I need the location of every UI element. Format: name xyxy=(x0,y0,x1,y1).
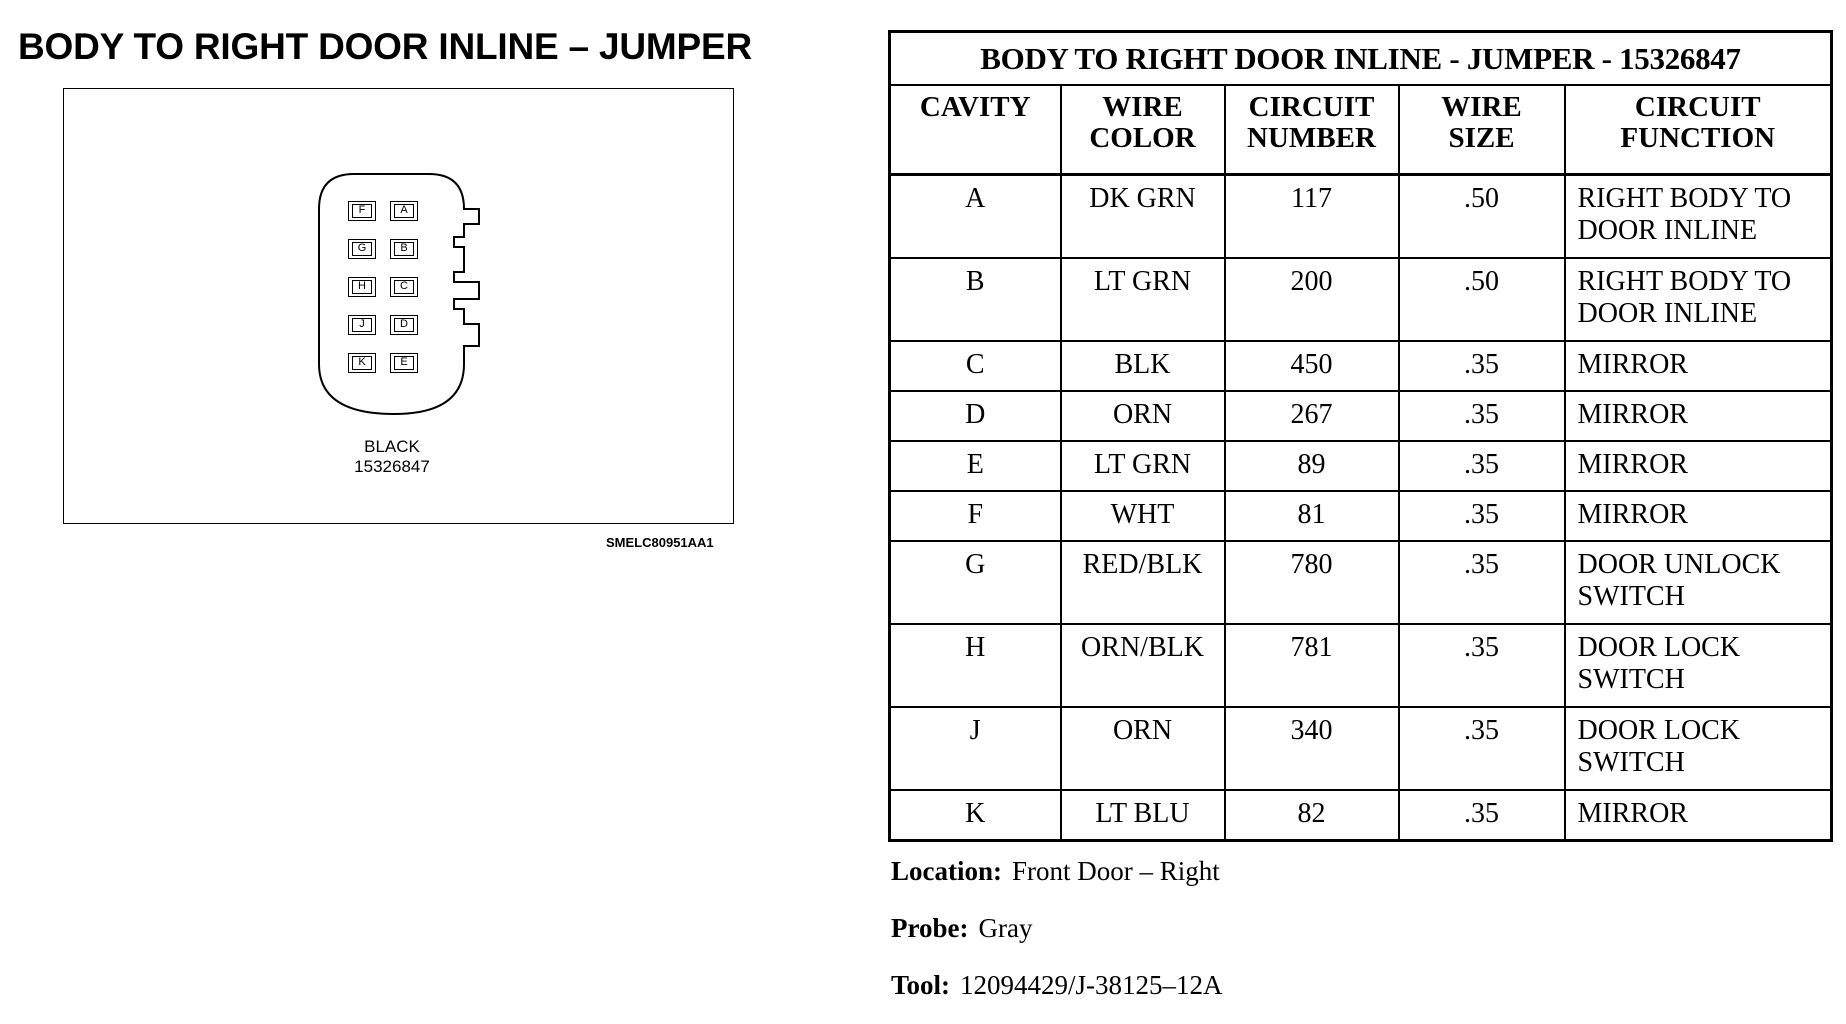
connector-pin xyxy=(348,239,376,259)
connector-pin xyxy=(348,315,376,335)
cell-circuit-function: RIGHT BODY TO DOOR INLINE xyxy=(1565,175,1832,259)
connector-diagram xyxy=(63,88,734,524)
cell-wire-color: ORN/BLK xyxy=(1061,624,1225,707)
table-body xyxy=(890,175,1832,841)
cell-wire-color: WHT xyxy=(1061,491,1225,541)
header-wire-size xyxy=(1399,85,1565,175)
cell-circuit-number: 267 xyxy=(1225,391,1399,441)
cell-cavity: E xyxy=(890,441,1061,491)
cell-wire-size: .35 xyxy=(1399,790,1565,841)
connector-pin xyxy=(390,353,418,373)
cell-cavity: G xyxy=(890,541,1061,624)
diagram-title: BODY TO RIGHT DOOR INLINE – JUMPER xyxy=(18,26,752,67)
cell-circuit-function: RIGHT BODY TO DOOR INLINE xyxy=(1565,258,1832,341)
cell-circuit-number: 117 xyxy=(1225,175,1399,259)
cell-circuit-number: 781 xyxy=(1225,624,1399,707)
connector-part-number: 15326847 xyxy=(354,457,430,476)
cell-cavity: H xyxy=(890,624,1061,707)
cell-cavity: D xyxy=(890,391,1061,441)
cell-wire-size: .35 xyxy=(1399,341,1565,391)
cell-wire-color: ORN xyxy=(1061,707,1225,790)
cell-wire-color: LT GRN xyxy=(1061,441,1225,491)
table-row xyxy=(890,707,1832,790)
table-row xyxy=(890,175,1832,259)
cell-circuit-number: 82 xyxy=(1225,790,1399,841)
cell-circuit-number: 450 xyxy=(1225,341,1399,391)
connector-pin xyxy=(390,277,418,297)
cell-wire-size: .35 xyxy=(1399,441,1565,491)
connector-pin-label: C xyxy=(400,280,408,292)
table-row xyxy=(890,491,1832,541)
connector-pin xyxy=(348,201,376,221)
connector-pin xyxy=(348,277,376,297)
connector-pin-label: F xyxy=(358,204,366,216)
pinout-table-container xyxy=(888,30,1830,842)
cell-circuit-function: DOOR LOCK SWITCH xyxy=(1565,624,1832,707)
table-row xyxy=(890,341,1832,391)
cell-wire-color: LT BLU xyxy=(1061,790,1225,841)
header-wire-color xyxy=(1061,85,1225,175)
cell-circuit-function: MIRROR xyxy=(1565,391,1832,441)
cell-circuit-number: 780 xyxy=(1225,541,1399,624)
cell-wire-size: .50 xyxy=(1399,175,1565,259)
cell-wire-color: LT GRN xyxy=(1061,258,1225,341)
connector-pin xyxy=(390,239,418,259)
connector-pin-label: K xyxy=(358,356,366,368)
probe-value: Gray xyxy=(978,913,1033,943)
cell-wire-color: ORN xyxy=(1061,391,1225,441)
connector-color-label: BLACK xyxy=(364,437,420,456)
cell-cavity: B xyxy=(890,258,1061,341)
cell-wire-size: .35 xyxy=(1399,624,1565,707)
tool-line xyxy=(891,970,1223,1001)
cell-circuit-function: MIRROR xyxy=(1565,441,1832,491)
header-wire-color-text: WIRE COLOR xyxy=(1089,91,1196,154)
connector-pin xyxy=(348,353,376,373)
cell-circuit-number: 89 xyxy=(1225,441,1399,491)
header-circuit-number xyxy=(1225,85,1399,175)
cell-circuit-number: 340 xyxy=(1225,707,1399,790)
table-row xyxy=(890,258,1832,341)
diagram-reference-code: SMELC80951AA1 xyxy=(606,535,714,550)
cell-wire-color: DK GRN xyxy=(1061,175,1225,259)
cell-circuit-function: MIRROR xyxy=(1565,491,1832,541)
cell-wire-size: .50 xyxy=(1399,258,1565,341)
cell-cavity: C xyxy=(890,341,1061,391)
probe-label: Probe: xyxy=(891,913,969,943)
header-cavity: CAVITY xyxy=(890,85,1061,175)
header-wire-size-text: WIRE SIZE xyxy=(1441,91,1522,154)
connector-pin-label: H xyxy=(358,280,366,292)
location-label: Location: xyxy=(891,856,1002,886)
cell-wire-size: .35 xyxy=(1399,541,1565,624)
cell-cavity: J xyxy=(890,707,1061,790)
cell-circuit-function: MIRROR xyxy=(1565,790,1832,841)
cell-wire-size: .35 xyxy=(1399,491,1565,541)
location-value: Front Door – Right xyxy=(1012,856,1220,886)
table-row xyxy=(890,541,1832,624)
header-circuit-function-text: CIRCUIT FUNCTION xyxy=(1620,91,1776,154)
pinout-table xyxy=(888,30,1833,842)
cell-circuit-function: DOOR LOCK SWITCH xyxy=(1565,707,1832,790)
connector-pin-label: D xyxy=(400,318,408,330)
header-circuit-function xyxy=(1565,85,1832,175)
cell-circuit-number: 81 xyxy=(1225,491,1399,541)
cell-circuit-number: 200 xyxy=(1225,258,1399,341)
connector-pin-label: A xyxy=(400,204,408,216)
location-line xyxy=(891,856,1220,887)
header-circuit-number-text: CIRCUIT NUMBER xyxy=(1247,91,1376,154)
cell-circuit-function: MIRROR xyxy=(1565,341,1832,391)
cell-wire-color: RED/BLK xyxy=(1061,541,1225,624)
cell-wire-size: .35 xyxy=(1399,391,1565,441)
tool-label: Tool: xyxy=(891,970,951,1000)
cell-wire-color: BLK xyxy=(1061,341,1225,391)
cell-cavity: K xyxy=(890,790,1061,841)
cell-wire-size: .35 xyxy=(1399,707,1565,790)
connector-pin-label: J xyxy=(359,318,365,330)
connector-pin-label: G xyxy=(357,242,367,254)
table-title: BODY TO RIGHT DOOR INLINE - JUMPER - 15326847 xyxy=(890,32,1832,86)
connector-pin xyxy=(390,201,418,221)
probe-line xyxy=(891,913,1032,944)
connector-pin-label: E xyxy=(400,356,408,368)
cell-circuit-function: DOOR UNLOCK SWITCH xyxy=(1565,541,1832,624)
tool-value: 12094429/J-38125–12A xyxy=(960,970,1223,1000)
table-row xyxy=(890,624,1832,707)
table-row xyxy=(890,790,1832,841)
cell-cavity: F xyxy=(890,491,1061,541)
table-row xyxy=(890,391,1832,441)
cell-cavity: A xyxy=(890,175,1061,259)
connector-pin xyxy=(390,315,418,335)
table-row xyxy=(890,441,1832,491)
connector-pin-label: B xyxy=(400,242,408,254)
